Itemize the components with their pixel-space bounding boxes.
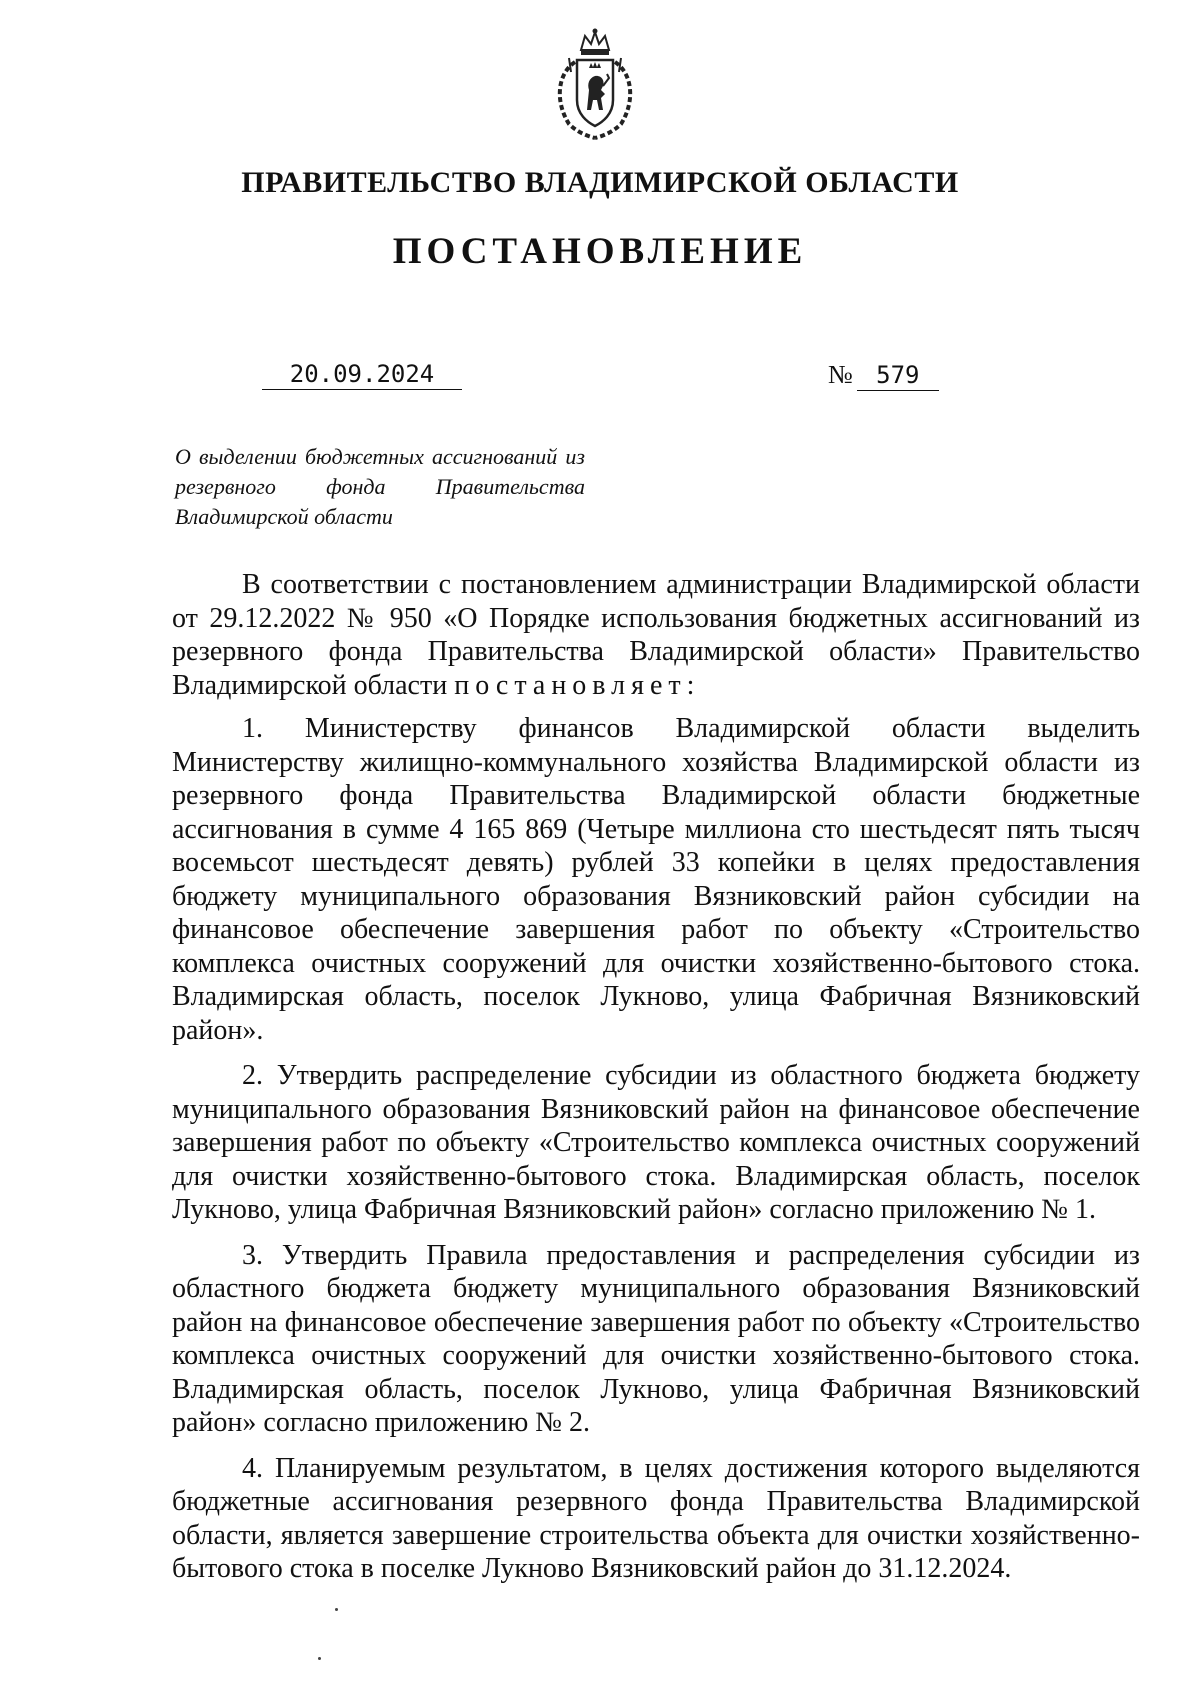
document-body <box>172 568 1140 1598</box>
scan-speck <box>335 1608 338 1611</box>
number-sign: № <box>828 360 853 389</box>
document-number <box>828 360 939 391</box>
preamble-text: В соответствии с постановлением администрации Владимирской области от 29.12.2022 № 950 «О Порядке использования бюджетных ассигнований из резервного фонда Правительства Владимирской области» Правительство Владимирской области <box>172 569 1140 701</box>
number-value: 579 <box>857 361 939 391</box>
preamble <box>172 568 1140 702</box>
paragraph-4: 4. Планируемым результатом, в целях достижения которого выделяются бюджетные ассигнования резервного фонда Правительства Владимирской области, является завершение строительства объекта для очистки хозяйственно-бытового стока в поселке Лукново Вязниковский район до 31.12.2024. <box>172 1452 1140 1584</box>
document-date: 20.09.2024 <box>262 360 462 390</box>
paragraph-3: 3. Утвердить Правила предоставления и распределения субсидии из областного бюджета бюджету муниципального образования Вязниковский район на финансовое обеспечение завершения работ по объекту «Строительство комплекса очистных сооружений для очистки хозяйственно-бытового стока. Владимирская область, поселок Лукново, улица Фабричная Вязниковский район» согласно приложению № 2. <box>172 1239 1140 1438</box>
scan-speck <box>318 1657 321 1660</box>
document-type-title: ПОСТАНОВЛЕНИЕ <box>392 231 808 272</box>
coat-of-arms-icon <box>545 28 645 140</box>
decree-word: постановляет: <box>454 669 701 701</box>
paragraph-2: 2. Утвердить распределение субсидии из областного бюджета бюджету муниципального образования Вязниковский район на финансовое обеспечение завершения работ по объекту «Строительство комплекса очистных сооружений для очистки хозяйственно-бытового стока. Владимирская область, поселок Лукново, улица Фабричная Вязниковский район» согласно приложению № 1. <box>172 1060 1140 1225</box>
document-subject: О выделении бюджетных ассигнований из резервного фонда Правительства Владимирской области <box>175 444 585 529</box>
organization-title: ПРАВИТЕЛЬСТВО ВЛАДИМИРСКОЙ ОБЛАСТИ <box>241 166 959 199</box>
paragraph-1: 1. Министерству финансов Владимирской области выделить Министерству жилищно-коммунального хозяйства Владимирской области из резервного фонда Правительства Владимирской области бюджетные ассигнования в сумме 4 165 869 (Четыре миллиона сто шестьдесят пять тысяч восемьсот шестьдесят девять) рублей 33 копейки в целях предоставления бюджету муниципального образования Вязниковский район субсидии на финансовое обеспечение завершения работ по объекту «Строительство комплекса очистных сооружений для очистки хозяйственно-бытового стока. Владимирская область, поселок Лукново, улица Фабричная Вязниковский район». <box>172 713 1140 1046</box>
